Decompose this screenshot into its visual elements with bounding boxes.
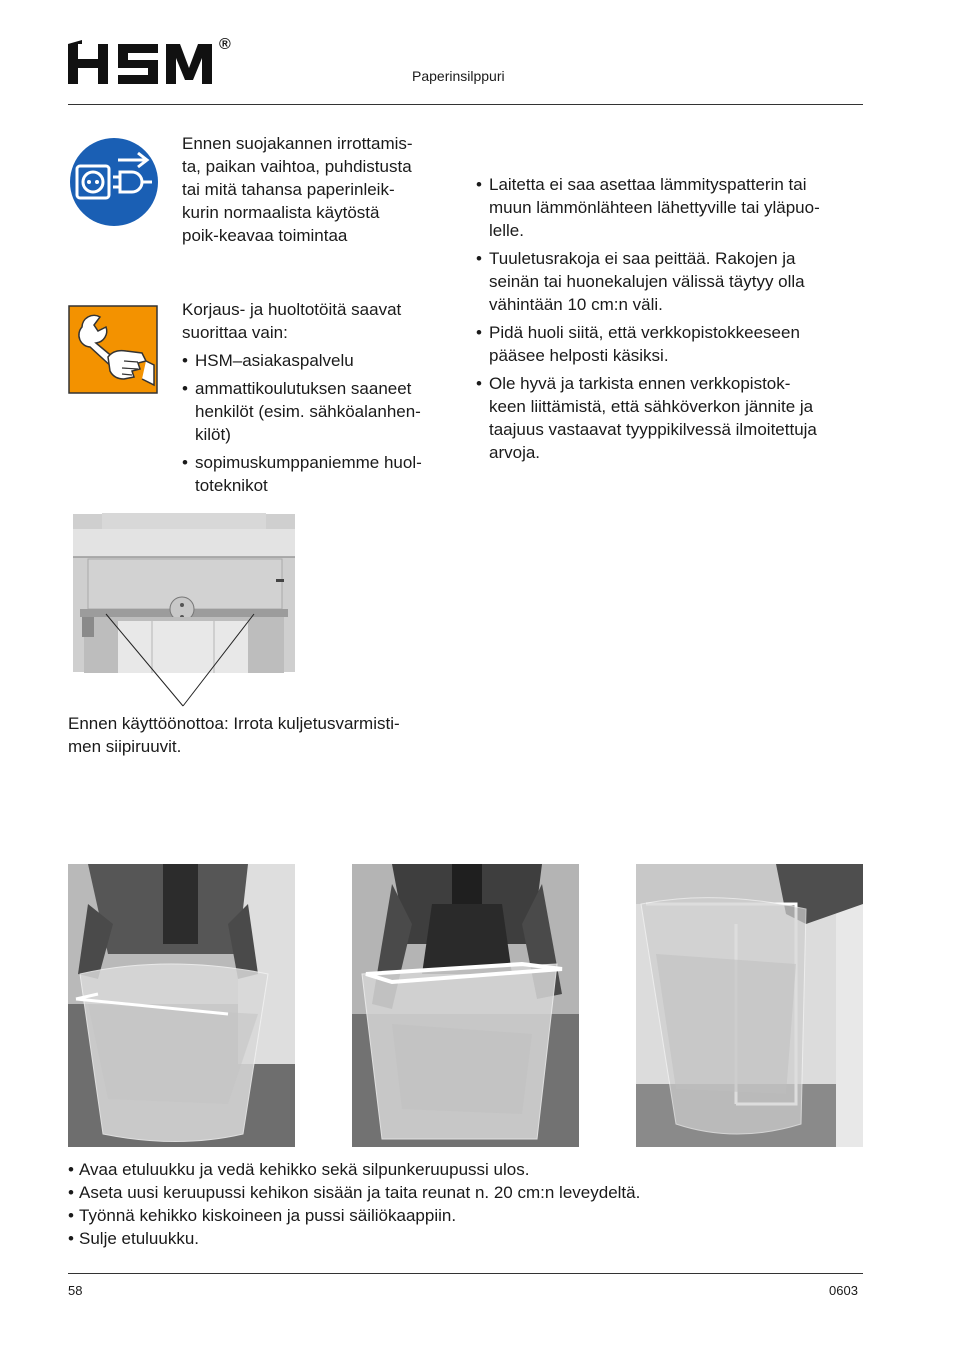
hsm-logo <box>68 40 238 86</box>
right-column-list <box>476 173 866 464</box>
header-rule <box>68 104 863 105</box>
unplug-line: ta, paikan vaihtoa, puhdistusta <box>182 157 412 176</box>
service-item: • HSM–asiakaspalvelu <box>182 349 457 372</box>
instruction-list <box>68 1158 868 1250</box>
shredder-caption <box>68 712 458 758</box>
doc-code: 0603 <box>829 1283 858 1298</box>
bag-photo-2 <box>352 864 579 1147</box>
service-intro-line: suorittaa vain: <box>182 323 288 342</box>
unplug-line: tai mitä tahansa paperinleik- <box>182 180 395 199</box>
footer-rule <box>68 1273 863 1274</box>
page-number: 58 <box>68 1283 83 1298</box>
service-item: • sopimuskumppaniemme huol- toteknikot <box>182 451 457 497</box>
instruction-item: • Työnnä kehikko kiskoineen ja pussi säiliökaappiin. <box>68 1204 868 1227</box>
service-intro-line: Korjaus- ja huoltotöitä saavat <box>182 300 402 319</box>
instruction-item: • Avaa etuluukku ja vedä kehikko sekä silpunkeruupussi ulos. <box>68 1158 868 1181</box>
service-item: • ammattikoulutuksen saaneet henkilöt (esim. sähköalanhen- kilöt) <box>182 377 457 446</box>
callout-lines <box>100 608 260 708</box>
unplug-warning-text <box>182 132 452 247</box>
bag-photo-3 <box>636 864 863 1147</box>
unplug-line: Ennen suojakannen irrottamis- <box>182 134 413 153</box>
service-wrench-hand-icon <box>68 305 158 394</box>
hsm-logo-icon <box>68 40 238 86</box>
right-list-item: • Ole hyvä ja tarkista ennen verkkopistok- keen liittämistä, että sähköverkon jännite ja taajuus vastaavat tyyppikilvessä ilmoitettuja arvoja. <box>476 372 866 464</box>
service-notice <box>182 298 457 497</box>
instruction-item: • Aseta uusi keruupussi kehikon sisään ja taita reunat n. 20 cm:n leveydeltä. <box>68 1181 868 1204</box>
unplug-line: poik-keavaa toimintaa <box>182 226 348 245</box>
doc-title: Paperinsilppuri <box>412 68 505 84</box>
bag-photo-1 <box>68 864 295 1147</box>
service-intro <box>182 298 457 344</box>
registered-mark: ® <box>219 36 231 53</box>
caption-line: Ennen käyttöönottoa: Irrota kuljetusvarmisti- <box>68 714 400 733</box>
caption-line: men siipiruuvit. <box>68 737 182 756</box>
instruction-item: • Sulje etuluukku. <box>68 1227 868 1250</box>
right-list-item: • Laitetta ei saa asettaa lämmityspatterin tai muun lämmönlähteen lähettyville tai yläpuo- lelle. <box>476 173 866 242</box>
right-list-item: • Tuuletusrakoja ei saa peittää. Rakojen ja seinän tai huonekalujen välissä täytyy olla vähintään 10 cm:n väli. <box>476 247 866 316</box>
unplug-mandatory-icon <box>68 136 160 228</box>
unplug-line: kurin normaalista käytöstä <box>182 203 380 222</box>
right-list-item: • Pidä huoli siitä, että verkkopistokkeeseen pääsee helposti käsiksi. <box>476 321 866 367</box>
